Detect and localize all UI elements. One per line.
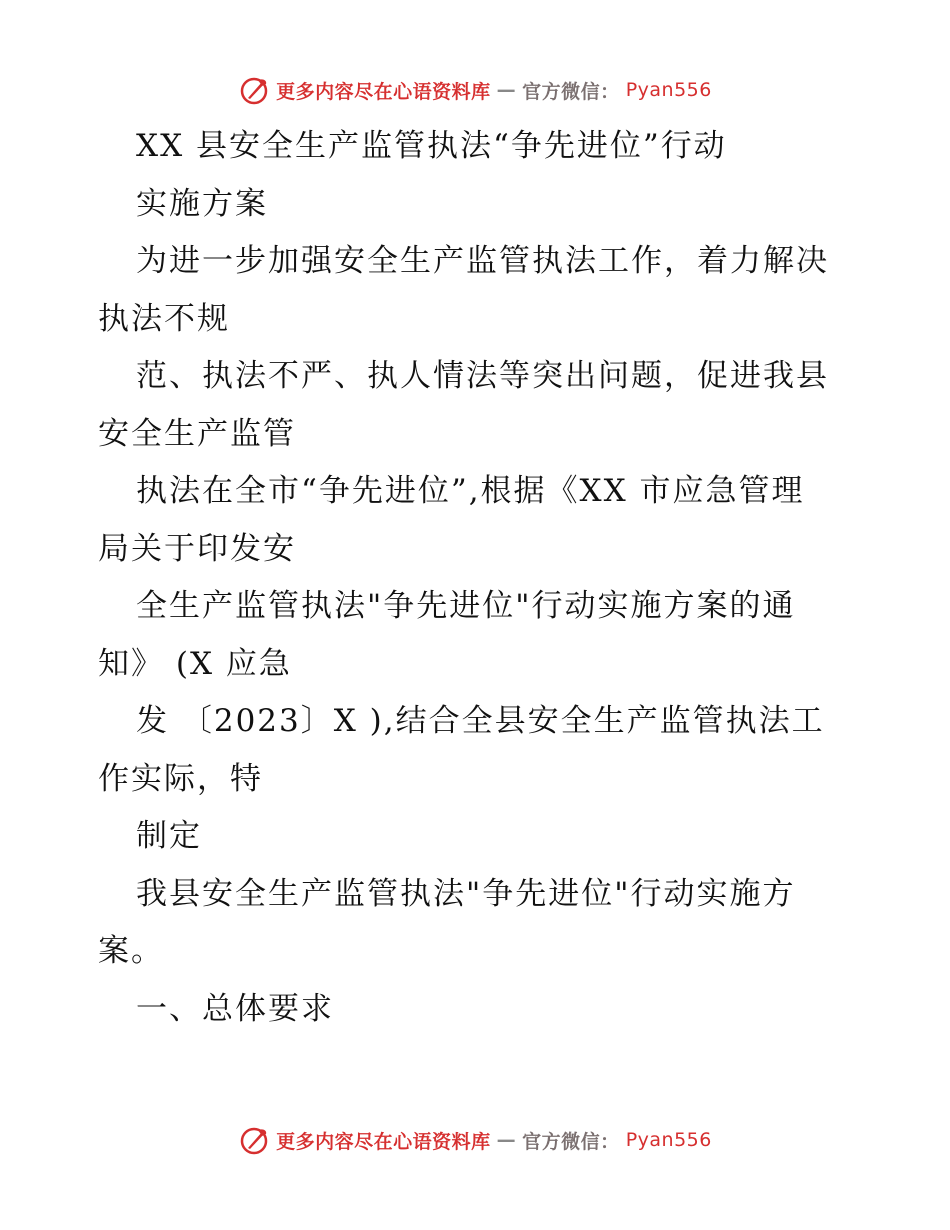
section-heading: 一、总体要求	[136, 990, 334, 1027]
paragraph-line: 发 〔2023〕X ),结合全县安全生产监管执法工	[136, 703, 825, 739]
watermark-footer	[0, 1120, 950, 1160]
watermark-dash: —	[496, 79, 517, 101]
watermark-wechat-id: Pyan556	[625, 79, 712, 101]
document-title-line-2: 实施方案	[136, 185, 268, 222]
document-title-line-1: XX 县安全生产监管执法“争先进位”行动	[136, 128, 727, 164]
paragraph-line: 我县安全生产监管执法"争先进位"行动实施方	[136, 875, 796, 912]
paragraph-line: 局关于印发安	[98, 530, 296, 567]
watermark-header	[0, 70, 950, 110]
paragraph-line: 作实际，特	[98, 760, 263, 797]
document-body	[98, 118, 858, 1038]
paragraph-line: 案。	[98, 933, 164, 969]
paragraph-line: 安全生产监管	[98, 415, 296, 452]
paragraph-line: 执法不规	[98, 300, 230, 337]
paragraph-line: 范、执法不严、执人情法等突出问题，促进我县	[136, 358, 829, 394]
paragraph-line: 知》 (X 应急	[98, 645, 292, 682]
quill-pen-icon	[238, 74, 270, 106]
paragraph-line: 为进一步加强安全生产监管执法工作，着力解决	[136, 243, 829, 279]
watermark-brand: 更多内容尽在心语资料库	[276, 1130, 491, 1153]
watermark-wechat-id: Pyan556	[625, 1129, 712, 1151]
paragraph-line: 执法在全市“争先进位”,根据《XX 市应急管理	[136, 473, 805, 509]
watermark-wechat-label: 官方微信：	[522, 1130, 620, 1153]
watermark-dash: —	[496, 1129, 517, 1151]
paragraph-line: 制定	[136, 818, 202, 854]
quill-pen-icon	[238, 1124, 270, 1156]
paragraph-line: 全生产监管执法"争先进位"行动实施方案的通	[136, 588, 796, 624]
watermark-wechat-label: 官方微信：	[522, 80, 620, 103]
watermark-brand: 更多内容尽在心语资料库	[276, 80, 491, 103]
